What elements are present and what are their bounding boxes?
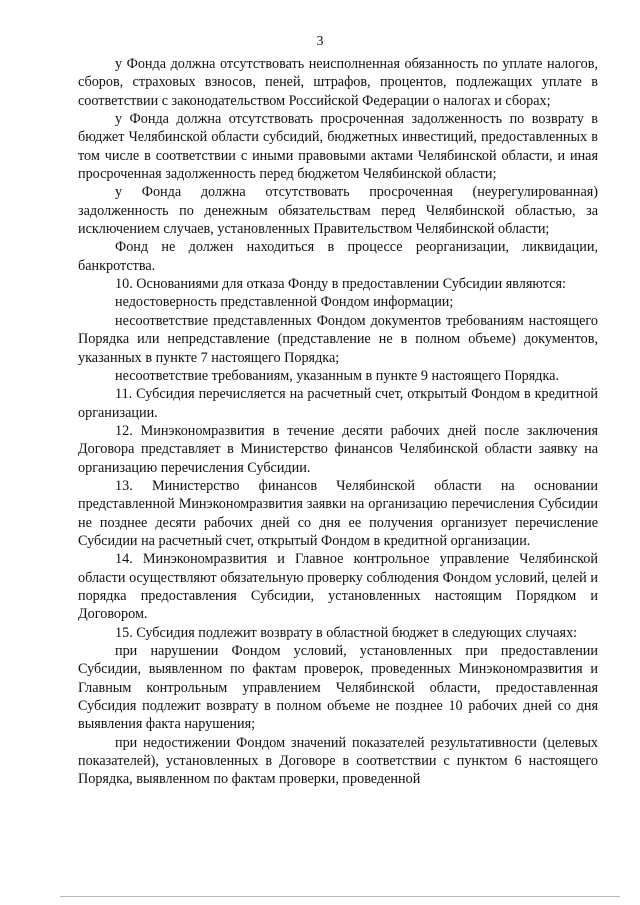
paragraph-indicator-refund: при недостижении Фондом значений показателей результативности (целевых показателей), установленных в Договоре в соответствии с пунктом 6 настоящего Порядка, выявленном по фактам проверки, проведенной [78, 734, 598, 788]
paragraph-overdue-subsidy-debt: у Фонда должна отсутствовать просроченная задолженность по возврату в бюджет Челябинской области субсидий, бюджетных инвестиций, предоставленных в том числе в соответствии с иными правовыми актами Челябинской области, и иная просроченная задолженность перед бюджетом Челябинской области; [78, 111, 598, 183]
paragraph-document-noncompliance: несоответствие представленных Фондом документов требованиям настоящего Порядка или непредставление (представление не в полном объеме) документов, указанных в пункте 7 настоящего Порядка; [78, 312, 598, 366]
paragraph-tax-obligations: у Фонда должна отсутствовать неисполненная обязанность по уплате налогов, сборов, страховых взносов, пеней, штрафов, процентов, подлежащих уплате в соответствии с законодательством Российской Федерации о налогах и сборах; [78, 56, 598, 109]
bottom-scan-rule [60, 896, 620, 897]
paragraph-item-13: 13. Министерство финансов Челябинской области на основании представленной Минэкономразвития заявки на организацию перечисления Субсидии не позднее десяти рабочих дней со дня ее получения организует перечисление Субсидии на расчетный счет, открытый Фондом в кредитной организации. [78, 477, 598, 549]
paragraph-item-10: 10. Основаниями для отказа Фонду в предоставлении Субсидии являются: [115, 276, 566, 293]
paragraph-requirements-noncompliance: несоответствие требованиям, указанным в пункте 9 настоящего Порядка. [115, 367, 560, 384]
paragraph-no-reorganization: Фонд не должен находиться в процессе реорганизации, ликвидации, банкротства. [78, 239, 598, 274]
paragraph-overdue-monetary-debt: у Фонда должна отсутствовать просроченная (неурегулированная) задолженность по денежным обязательствам перед Челябинской областью, за исключением случаев, установленных Правительством Челябинской области; [78, 184, 598, 238]
paragraph-unreliable-information: недостоверность представленной Фондом информации; [115, 294, 454, 311]
paragraph-item-12: 12. Минэкономразвития в течение десяти рабочих дней после заключения Договора представляет в Министерство финансов Челябинской области заявку на организацию перечисления Субсидии. [78, 422, 598, 476]
paragraph-item-15: 15. Субсидия подлежит возврату в областной бюджет в следующих случаях: [115, 624, 578, 641]
paragraph-violation-refund: при нарушении Фондом условий, установленных при предоставлении Субсидии, выявленном по фактам проверок, проведенных Минэкономразвития и Главным контрольным управлением Челябинской области, предоставленная Субсидия подлежит возврату в полном объеме не позднее 10 рабочих дней со дня выявления факта нарушения; [78, 643, 598, 733]
paragraph-item-14: 14. Минэкономразвития и Главное контрольное управление Челябинской области осуществляют обязательную проверку соблюдения Фондом условий, целей и порядка предоставления Субсидии, установленных настоящим Порядком и Договором. [78, 551, 598, 623]
page-number: 3 [316, 34, 324, 49]
document-body [78, 55, 598, 789]
paragraph-item-11: 11. Субсидия перечисляется на расчетный счет, открытый Фондом в кредитной организации. [78, 386, 598, 421]
